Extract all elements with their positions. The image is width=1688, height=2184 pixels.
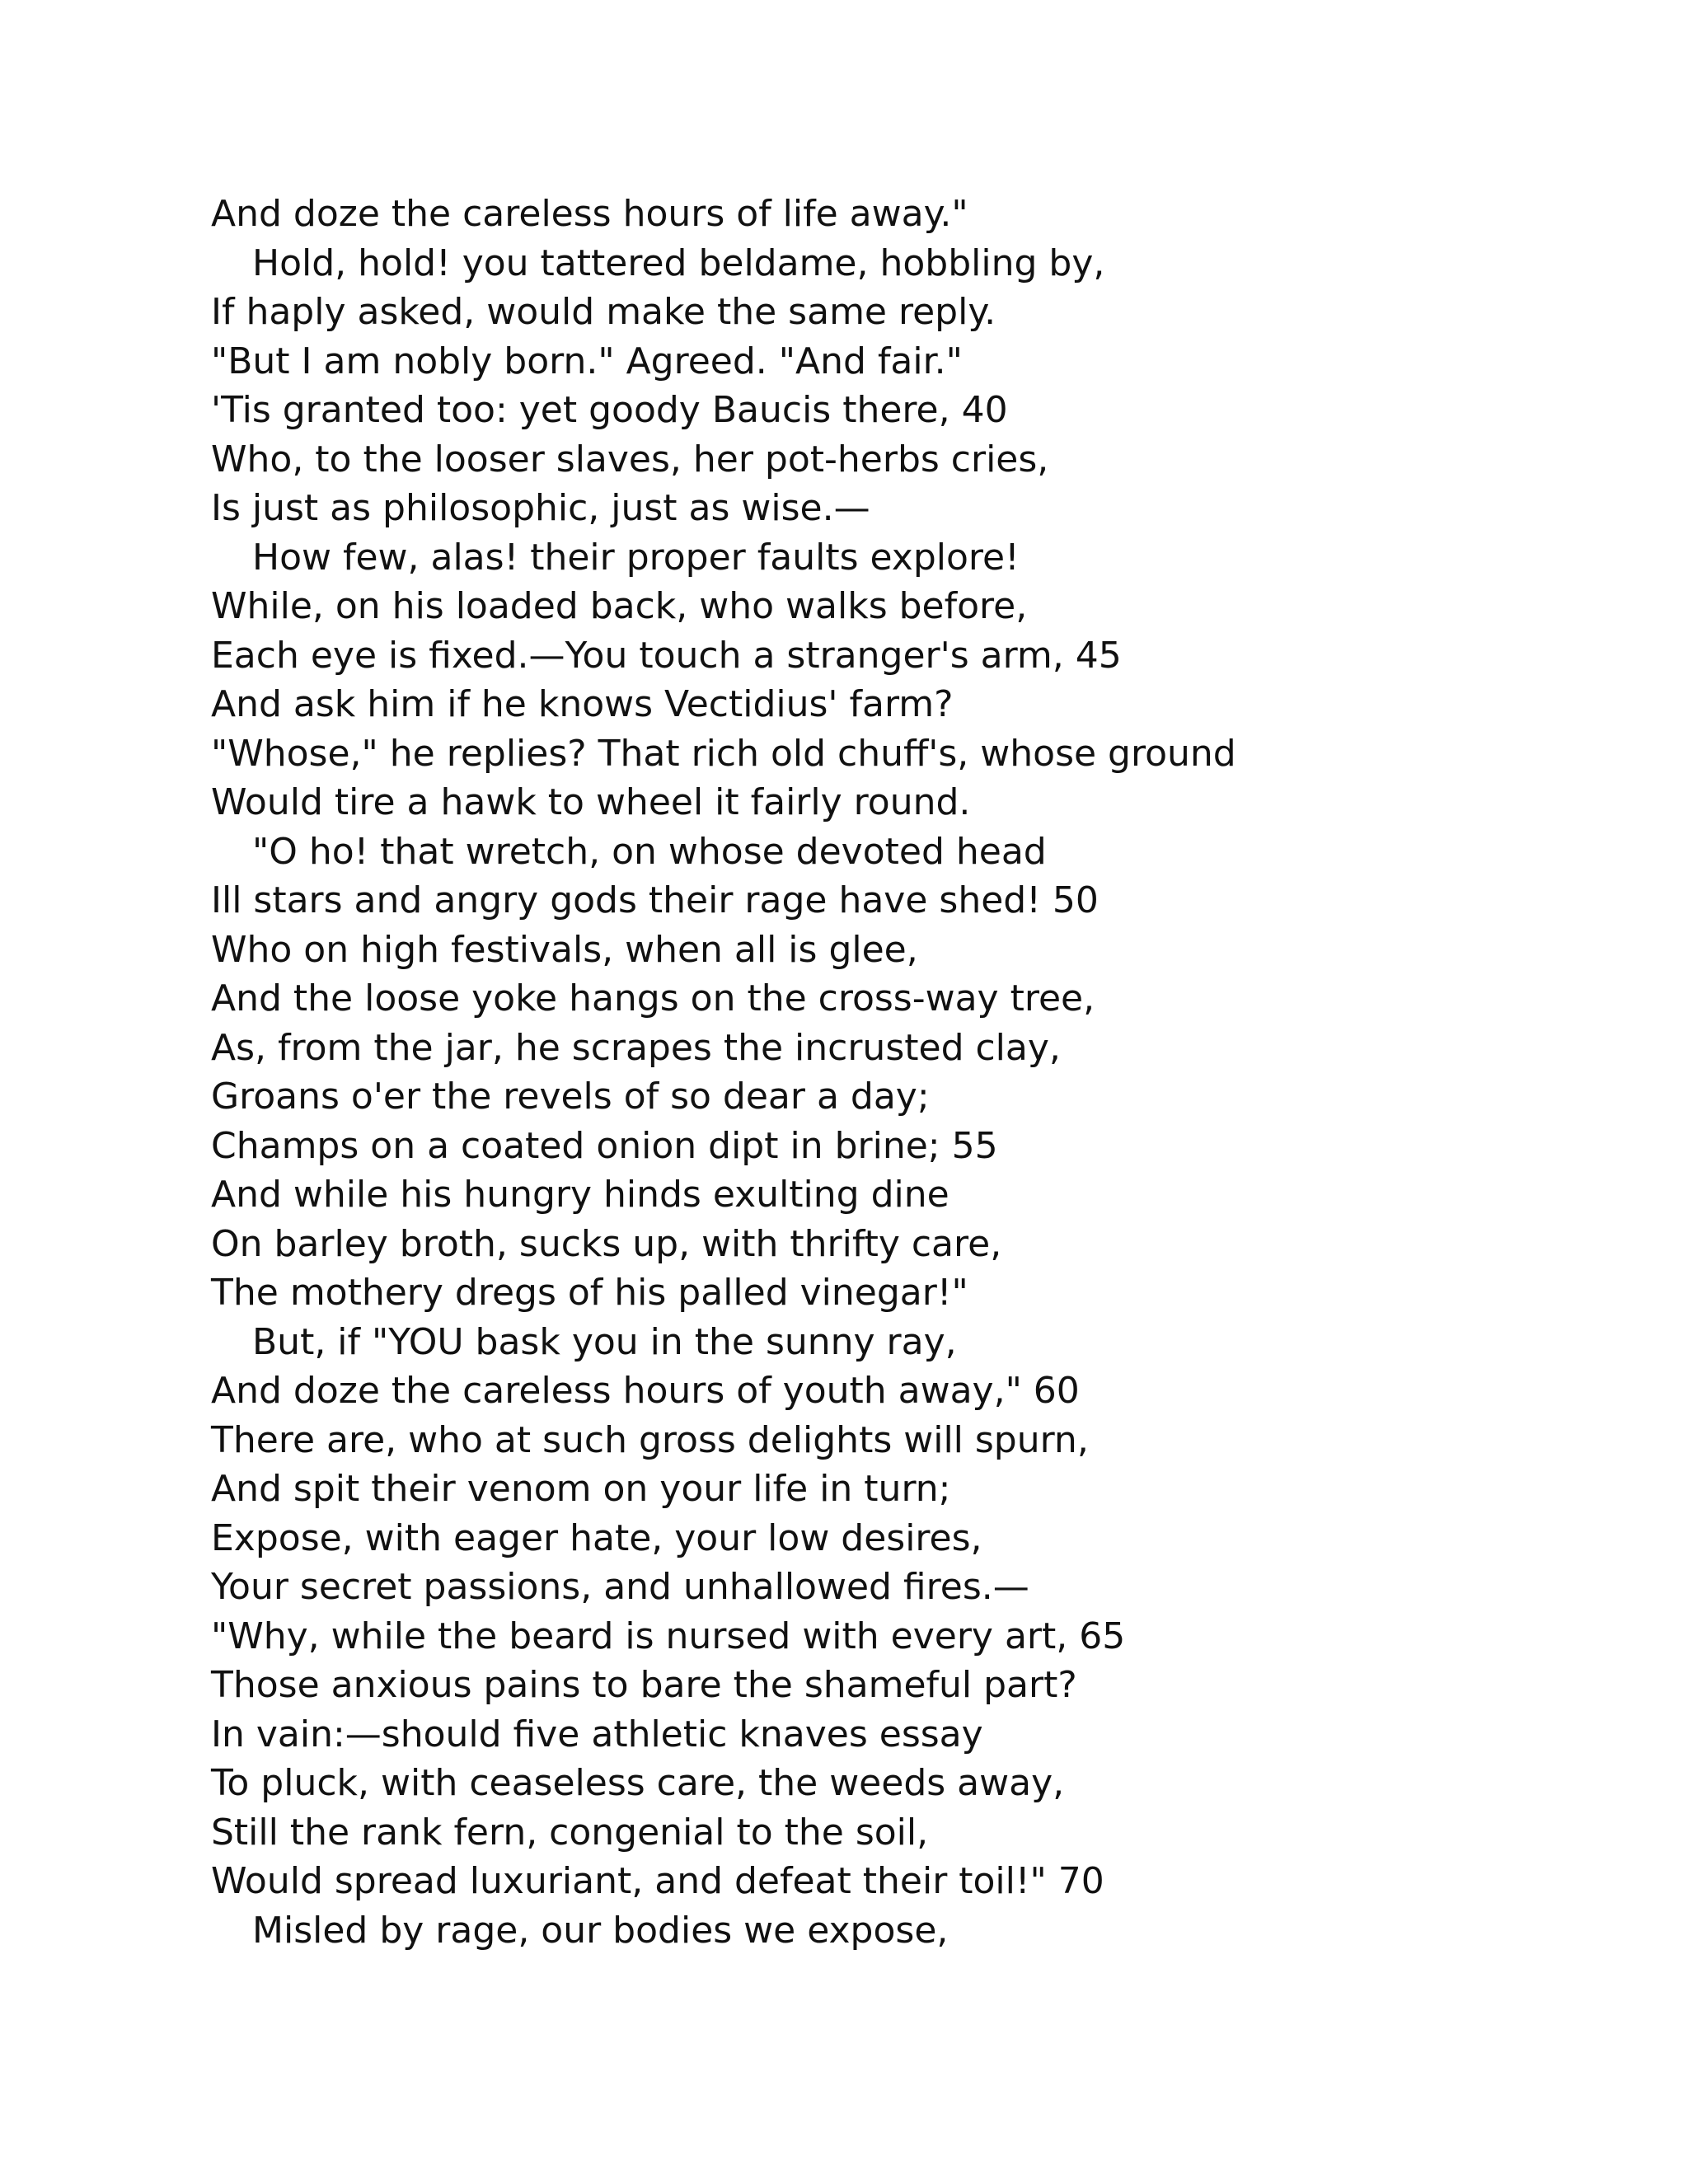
poem-line: And doze the careless hours of life away." — [211, 193, 968, 235]
poem-line: And doze the careless hours of youth away," 60 — [211, 1370, 1080, 1412]
poem-line: Each eye is fixed.—You touch a stranger's arm, 45 — [211, 634, 1122, 677]
poem-line: If haply asked, would make the same reply. — [211, 291, 996, 333]
poem-line: Would spread luxuriant, and defeat their toil!" 70 — [211, 1860, 1104, 1902]
poem-line: And spit their venom on your life in turn; — [211, 1468, 951, 1510]
poem-line: Is just as philosophic, just as wise.— — [211, 487, 870, 529]
poem-text — [211, 190, 1236, 1955]
poem-line: In vain:—should five athletic knaves essay — [211, 1713, 983, 1755]
poem-line: Hold, hold! you tattered beldame, hobbling by, — [252, 241, 1105, 284]
poem-line: Would tire a hawk to wheel it fairly round. — [211, 781, 971, 823]
poem-line: And while his hungry hinds exulting dine — [211, 1174, 950, 1216]
poem-line: "But I am nobly born." Agreed. "And fair." — [211, 340, 963, 382]
poem-line: Who on high festivals, when all is glee, — [211, 928, 918, 971]
poem-line: 'Tis granted too: yet goody Baucis there, 40 — [211, 389, 1008, 431]
poem-line: Ill stars and angry gods their rage have shed! 50 — [211, 879, 1099, 921]
poem-line: And ask him if he knows Vectidius' farm? — [211, 683, 954, 725]
poem-line: Expose, with eager hate, your low desires, — [211, 1516, 982, 1559]
poem-line: "O ho! that wretch, on whose devoted head — [252, 830, 1047, 873]
poem-line: The mothery dregs of his palled vinegar!" — [211, 1272, 968, 1314]
poem-line: Champs on a coated onion dipt in brine; 55 — [211, 1124, 998, 1167]
poem-line: Your secret passions, and unhallowed fires.— — [211, 1566, 1029, 1608]
poem-line: Still the rank fern, congenial to the soil, — [211, 1811, 929, 1854]
poem-line: As, from the jar, he scrapes the incrusted clay, — [211, 1026, 1061, 1069]
poem-line: Who, to the looser slaves, her pot-herbs cries, — [211, 438, 1049, 480]
poem-line: How few, alas! their proper faults explore! — [252, 536, 1020, 579]
poem-line: "Whose," he replies? That rich old chuff's, whose ground — [211, 732, 1236, 775]
poem-line: While, on his loaded back, who walks before, — [211, 585, 1028, 627]
poem-line: There are, who at such gross delights will spurn, — [211, 1418, 1089, 1461]
poem-line: Misled by rage, our bodies we expose, — [252, 1909, 949, 1952]
poem-line: "Why, while the beard is nursed with every art, 65 — [211, 1615, 1126, 1657]
poem-line: To pluck, with ceaseless care, the weeds away, — [211, 1762, 1065, 1804]
poem-line: Those anxious pains to bare the shameful part? — [211, 1664, 1077, 1706]
poem-line: And the loose yoke hangs on the cross-way tree, — [211, 977, 1095, 1019]
poem-line: On barley broth, sucks up, with thrifty care, — [211, 1222, 1002, 1265]
poem-line: Groans o'er the revels of so dear a day; — [211, 1076, 930, 1118]
poem-line: But, if "YOU bask you in the sunny ray, — [252, 1320, 957, 1363]
